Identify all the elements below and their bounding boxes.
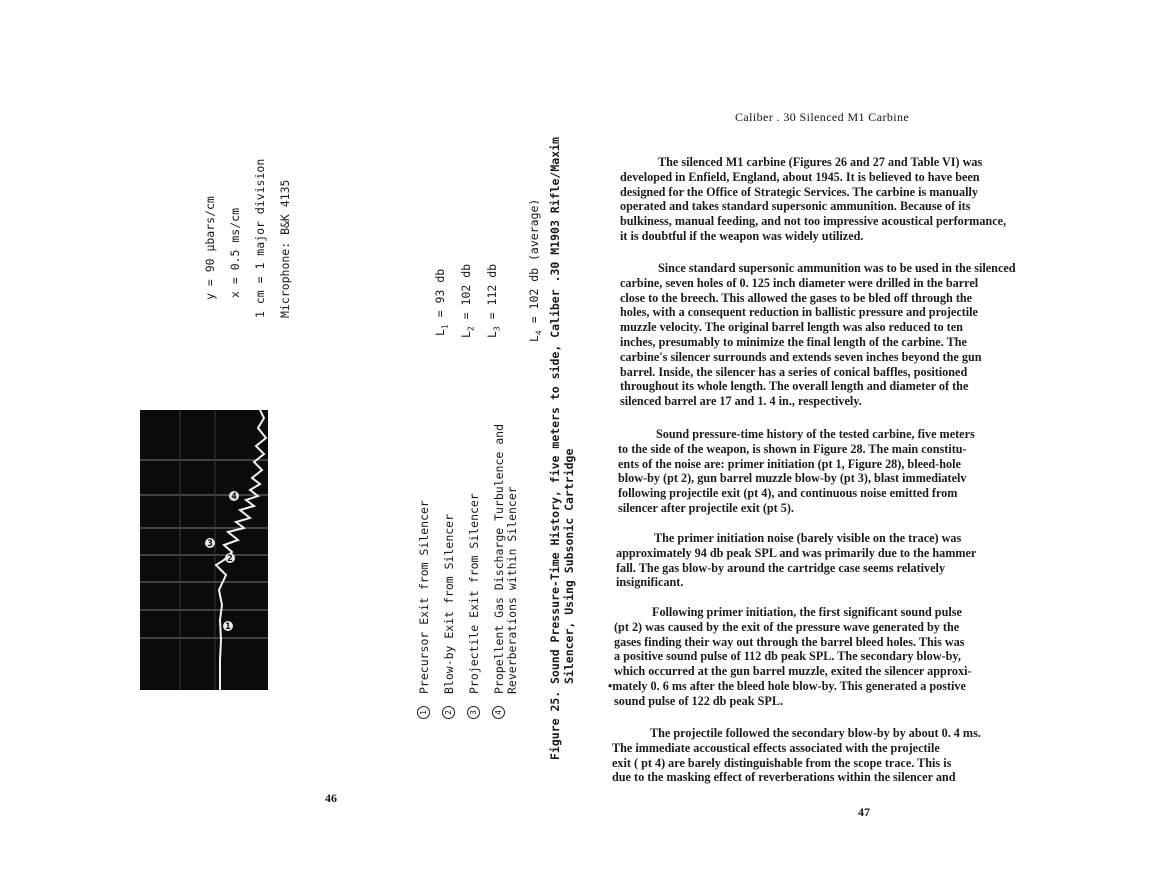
trace-marker-label: 1 — [225, 622, 231, 632]
text-line: carbine, seven holes of 0. 125 inch diameter were drilled in the barrel — [620, 275, 979, 290]
page-number-left: 46 — [325, 791, 337, 805]
figure-caption-line1: Sound Pressure-Time History, five meters to side, Caliber .30 M1903 Rifle/Maxim — [548, 137, 562, 684]
text-line: barrel. Inside, the silencer has a series of conical baffles, positioned — [620, 364, 968, 379]
text-line: Since standard supersonic ammunition was to be used in the silenced — [658, 261, 1016, 275]
text-line: blow-by (pt 2), gun barrel muzzle blow-by (pt 3), blast immediatelv — [618, 471, 967, 486]
text-line: The silenced M1 carbine (Figures 26 and 27 and Table VI) was — [658, 155, 983, 169]
text-line: operated and takes standard supersonic ammunition. Because of its — [620, 199, 971, 214]
trace-marker-label: 3 — [207, 539, 213, 549]
text-line: bulkiness, manual feeding, and not too impressive acoustical performance, — [620, 214, 1007, 229]
level-l1: $L_1 = 93$ db — [433, 268, 450, 336]
text-line: •mately 0. 6 ms after the bleed hole blow-by. This generated a postive — [608, 678, 966, 693]
text-line: a positive sound pulse of 112 db peak SPL. The secondary blow-by, — [614, 649, 961, 664]
scope-setting-x: x = 0.5 ms/cm — [228, 207, 242, 298]
text-line: designed for the Office of Strategic Services. The carbine is manually — [620, 184, 979, 199]
text-line: sound pulse of 122 db peak SPL. — [614, 693, 783, 708]
text-line: muzzle velocity. The original barrel length was also reduced to ten — [620, 320, 963, 335]
trace-marker-label: 4 — [231, 492, 237, 502]
paragraph-3 — [618, 427, 975, 516]
text-line: (pt 2) was caused by the exit of the pressure wave generated by the — [614, 619, 960, 634]
text-line: silencer after projectile exit (pt 5). — [618, 500, 794, 515]
paragraph-2 — [620, 261, 1016, 409]
text-line: Following primer initiation, the first significant sound pulse — [652, 605, 962, 619]
legend-item-blowby: Blow-by Exit from Silencer — [442, 513, 456, 694]
text-line: silenced barrel are 17 and 1. 4 in., respectively. — [620, 394, 862, 409]
paragraph-4 — [616, 531, 976, 590]
trace-waveform — [216, 410, 266, 690]
level-l4: $L_4 = 102$ db (average) — [527, 198, 544, 342]
paragraph-1 — [620, 155, 1006, 244]
figure-caption-line2: Silencer, Using Subsonic Cartridge — [562, 448, 576, 684]
text-line: The primer initiation noise (barely visible on the trace) was — [654, 531, 962, 545]
text-line: exit ( pt 4) are barely distinguishable from the scope trace. This is — [612, 755, 952, 770]
paragraph-5 — [608, 605, 972, 709]
legend-item-precursor: Precursor Exit from Silencer — [417, 500, 431, 694]
legend-number: 3 — [467, 706, 480, 719]
page-header: Caliber . 30 Silenced M1 Carbine — [735, 110, 910, 124]
text-line: The projectile followed the secondary blow-by by about 0. 4 ms. — [650, 726, 981, 740]
text-line: ents of the noise are: primer initiation (pt 1, Figure 28), bleed-hole — [618, 456, 961, 471]
text-line: throughout its whole length. The overall length and diameter of the — [620, 379, 969, 394]
trace-marker-label: 2 — [227, 554, 233, 564]
text-line: fall. The gas blow-by around the cartridge case seems relatively — [616, 560, 946, 575]
text-line: approximately 94 db peak SPL and was primarily due to the hammer — [616, 545, 977, 560]
text-line: The immediate accoustical effects associated with the projectile — [612, 740, 940, 755]
text-line: holes, with a consequent reduction in ballistic pressure and projectile — [620, 305, 978, 320]
scope-setting-y: y = 90 µbars/cm — [203, 196, 217, 300]
level-l3: $L_3 = 112$ db — [485, 263, 502, 338]
text-line: close to the breech. This allowed the gases to be bled off through the — [620, 290, 973, 305]
text-line: gases finding their way out through the barrel bleed holes. This was — [614, 634, 965, 649]
text-line: which occurred at the gun barrel muzzle, exited the silencer approxi- — [614, 664, 972, 679]
text-line: due to the masking effect of reverberations within the silencer and — [612, 770, 956, 785]
paragraph-6 — [612, 726, 981, 785]
text-line: carbine's silencer surrounds and extends seven inches beyond the gun — [620, 349, 982, 364]
text-line: to the side of the weapon, is shown in Figure 28. The main constitu- — [618, 441, 967, 456]
trace-graphic — [140, 410, 268, 690]
legend-number: 4 — [492, 706, 505, 719]
legend-item-projectile: Projectile Exit from Silencer — [467, 493, 481, 694]
level-l2: $L_2 = 102$ db — [459, 263, 476, 338]
text-line: developed in Enfield, England, about 1945. It is believed to have been — [620, 169, 980, 184]
text-line: inches, presumably to minimize the final length of the carbine. The — [620, 334, 967, 349]
text-line: following projectile exit (pt 4), and continuous noise emitted from — [618, 486, 958, 501]
text-line: Sound pressure-time history of the tested carbine, five meters — [656, 427, 975, 441]
page-number-right: 47 — [858, 805, 870, 819]
figure-label: Figure 25. — [548, 690, 562, 760]
legend-number: 2 — [442, 706, 455, 719]
text-line: insignificant. — [616, 575, 684, 590]
scope-setting-division: 1 cm = 1 major division — [253, 158, 267, 318]
legend-number: 1 — [417, 706, 430, 719]
legend-item-reverberations: Reverberations within Silencer — [505, 486, 519, 694]
oscilloscope-trace-photo — [140, 410, 268, 690]
scope-setting-microphone: Microphone: B&K 4135 — [278, 179, 292, 318]
text-line: it is doubtful if the weapon was widely utilized. — [620, 228, 864, 243]
legend-item-propellent: Propellent Gas Discharge Turbulence and — [492, 423, 506, 694]
